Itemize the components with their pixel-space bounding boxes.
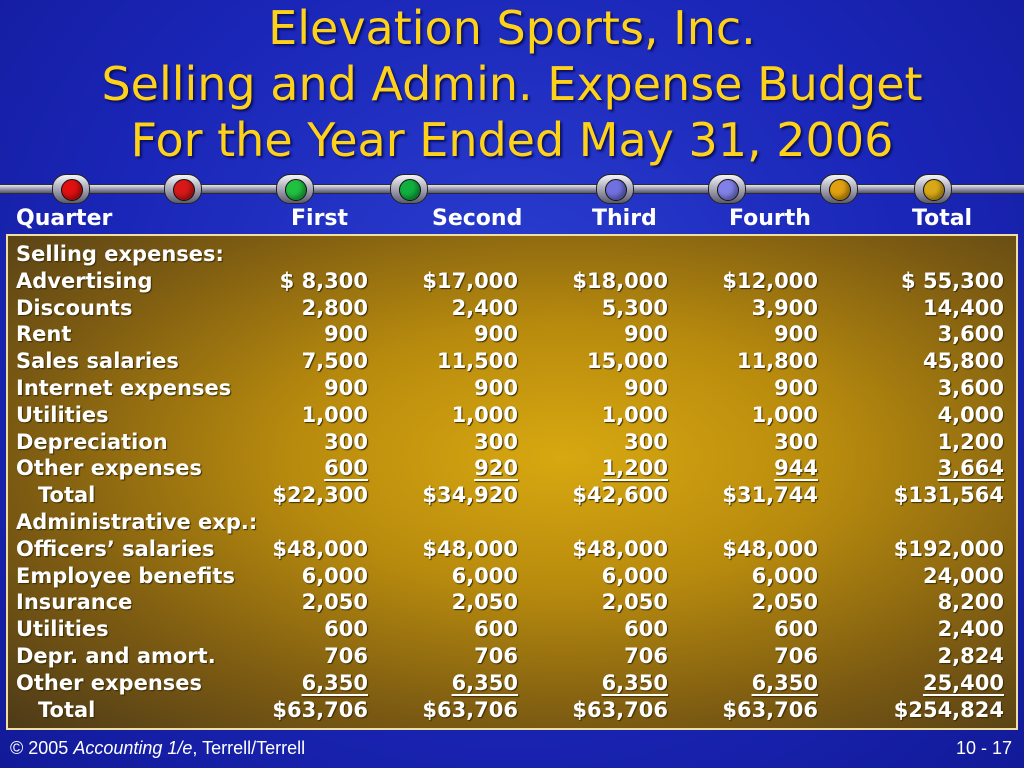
- cell-value: 900: [474, 376, 518, 400]
- cell-value: 920: [474, 456, 518, 481]
- row-label: Employee benefits: [16, 563, 235, 588]
- row-label: Utilities: [16, 402, 109, 427]
- table-row: [0, 510, 1024, 537]
- table-row: [0, 376, 1024, 403]
- table-row: [0, 349, 1024, 376]
- row-label: Advertising: [16, 268, 153, 293]
- rail-knob: [276, 174, 314, 204]
- slide-footer: [0, 738, 1024, 768]
- rail-knob: [596, 174, 634, 204]
- colored-dot-icon: [399, 179, 421, 201]
- cell-value: 3,664: [937, 456, 1004, 481]
- cell-value: 944: [774, 456, 818, 481]
- cell-value: 300: [624, 429, 668, 454]
- decorative-rail: [0, 184, 1024, 194]
- cell-value: 3,600: [937, 376, 1004, 400]
- cell-value: $17,000: [422, 268, 518, 293]
- cell-value: 6,350: [751, 670, 818, 695]
- table-row: [0, 644, 1024, 671]
- cell-value: 45,800: [922, 349, 1004, 374]
- cell-value: 300: [324, 429, 368, 454]
- cell-value: 900: [324, 322, 368, 347]
- table-row: [0, 483, 1024, 510]
- cell-value: 706: [474, 644, 518, 668]
- cell-value: 600: [774, 617, 818, 642]
- cell-value: 1,200: [601, 456, 668, 481]
- colored-dot-icon: [717, 179, 739, 201]
- cell-value: 6,000: [451, 563, 518, 588]
- cell-value: 5,300: [601, 295, 668, 320]
- cell-value: 1,000: [301, 402, 368, 427]
- header-third: Third: [592, 206, 657, 231]
- cell-value: 11,800: [736, 349, 818, 374]
- table-row: [0, 698, 1024, 725]
- cell-value: 300: [474, 429, 518, 454]
- row-label: Insurance: [16, 590, 133, 615]
- header-second: Second: [432, 206, 523, 231]
- table-row: [0, 671, 1024, 698]
- book-title: Accounting 1/e: [73, 738, 193, 758]
- cell-value: $131,564: [893, 483, 1004, 508]
- cell-value: 2,800: [301, 295, 368, 320]
- cell-value: $22,300: [272, 483, 368, 508]
- table-row: [0, 537, 1024, 564]
- cell-value: 6,000: [301, 563, 368, 588]
- header-fourth: Fourth: [729, 206, 811, 231]
- table-row: [0, 430, 1024, 457]
- cell-value: $48,000: [422, 536, 518, 561]
- cell-value: 8,200: [937, 590, 1004, 615]
- cell-value: $42,600: [572, 483, 668, 508]
- cell-value: $ 8,300: [279, 268, 368, 293]
- cell-value: 1,000: [751, 402, 818, 427]
- cell-value: 4,000: [937, 402, 1004, 427]
- table-row: [0, 564, 1024, 591]
- colored-dot-icon: [605, 179, 627, 201]
- table-row: [0, 403, 1024, 430]
- header-total: Total: [912, 206, 973, 231]
- title-period: For the Year Ended May 31, 2006: [130, 113, 894, 167]
- cell-value: $48,000: [722, 536, 818, 561]
- header-quarter: Quarter: [16, 206, 113, 231]
- row-label: Officers’ salaries: [16, 536, 215, 561]
- cell-value: 2,050: [301, 590, 368, 615]
- cell-value: 900: [324, 376, 368, 400]
- cell-value: 6,000: [751, 563, 818, 588]
- cell-value: $48,000: [572, 536, 668, 561]
- cell-value: 706: [324, 644, 368, 668]
- cell-value: $12,000: [722, 268, 818, 293]
- cell-value: 7,500: [301, 349, 368, 374]
- rail-knob: [52, 174, 90, 204]
- cell-value: 14,400: [922, 295, 1004, 320]
- colored-dot-icon: [829, 179, 851, 201]
- column-headers: [0, 206, 1024, 234]
- table-row: [0, 322, 1024, 349]
- title-report: Selling and Admin. Expense Budget: [101, 57, 923, 111]
- cell-value: 2,824: [937, 644, 1004, 668]
- rail-knob: [390, 174, 428, 204]
- cell-value: 24,000: [922, 563, 1004, 588]
- cell-value: 2,050: [751, 590, 818, 615]
- row-label: Internet expenses: [16, 376, 232, 400]
- cell-value: 900: [624, 376, 668, 400]
- slide-number: 10 - 17: [955, 738, 1012, 758]
- cell-value: $192,000: [893, 536, 1004, 561]
- cell-value: 1,000: [451, 402, 518, 427]
- table-row: [0, 456, 1024, 483]
- cell-value: 600: [324, 456, 368, 481]
- colored-dot-icon: [61, 179, 83, 201]
- cell-value: $18,000: [572, 268, 668, 293]
- rail-knob: [164, 174, 202, 204]
- row-label: Depr. and amort.: [16, 644, 216, 668]
- cell-value: 6,000: [601, 563, 668, 588]
- cell-value: 2,400: [451, 295, 518, 320]
- row-label: Selling expenses:: [16, 242, 224, 266]
- colored-dot-icon: [173, 179, 195, 201]
- cell-value: 2,050: [601, 590, 668, 615]
- cell-value: $63,706: [272, 697, 368, 722]
- table-row: [0, 296, 1024, 323]
- footer-credit: [10, 738, 305, 759]
- cell-value: $48,000: [272, 536, 368, 561]
- cell-value: 25,400: [922, 670, 1004, 695]
- cell-value: 900: [774, 322, 818, 347]
- row-label: Administrative exp.:: [16, 510, 258, 534]
- colored-dot-icon: [923, 179, 945, 201]
- cell-value: 706: [624, 644, 668, 668]
- table-row: [0, 617, 1024, 644]
- header-first: First: [291, 206, 349, 231]
- rail-knob: [914, 174, 952, 204]
- cell-value: 11,500: [436, 349, 518, 374]
- rail-knob: [708, 174, 746, 204]
- row-label: Discounts: [16, 295, 133, 320]
- cell-value: 2,050: [451, 590, 518, 615]
- cell-value: 6,350: [451, 670, 518, 695]
- colored-dot-icon: [285, 179, 307, 201]
- cell-value: 15,000: [586, 349, 668, 374]
- cell-value: 600: [474, 617, 518, 642]
- cell-value: 3,900: [751, 295, 818, 320]
- row-label: Other expenses: [16, 670, 203, 695]
- cell-value: $63,706: [722, 697, 818, 722]
- row-label: Depreciation: [16, 429, 168, 454]
- cell-value: 900: [474, 322, 518, 347]
- cell-value: 706: [774, 644, 818, 668]
- cell-value: 900: [624, 322, 668, 347]
- cell-value: 600: [324, 617, 368, 642]
- table-row: [0, 269, 1024, 296]
- row-label: Total: [38, 483, 96, 508]
- cell-value: 1,000: [601, 402, 668, 427]
- rail-knob: [820, 174, 858, 204]
- cell-value: 1,200: [937, 429, 1004, 454]
- authors: , Terrell/Terrell: [192, 738, 306, 758]
- copyright: © 2005: [10, 738, 69, 758]
- row-label: Sales salaries: [16, 349, 179, 374]
- cell-value: 3,600: [937, 322, 1004, 347]
- cell-value: $254,824: [893, 697, 1004, 722]
- cell-value: $ 55,300: [901, 268, 1004, 293]
- cell-value: $63,706: [422, 697, 518, 722]
- cell-value: $34,920: [422, 483, 518, 508]
- row-label: Rent: [16, 322, 72, 347]
- cell-value: 300: [774, 429, 818, 454]
- cell-value: 900: [774, 376, 818, 400]
- row-label: Total: [38, 697, 96, 722]
- cell-value: 6,350: [301, 670, 368, 695]
- cell-value: $63,706: [572, 697, 668, 722]
- title-company: Elevation Sports, Inc.: [268, 1, 756, 55]
- cell-value: 6,350: [601, 670, 668, 695]
- table-row: [0, 242, 1024, 269]
- cell-value: $31,744: [722, 483, 818, 508]
- cell-value: 600: [624, 617, 668, 642]
- slide-title: [0, 0, 1024, 168]
- table-row: [0, 590, 1024, 617]
- cell-value: 2,400: [937, 617, 1004, 642]
- row-label: Other expenses: [16, 456, 203, 481]
- row-label: Utilities: [16, 617, 109, 642]
